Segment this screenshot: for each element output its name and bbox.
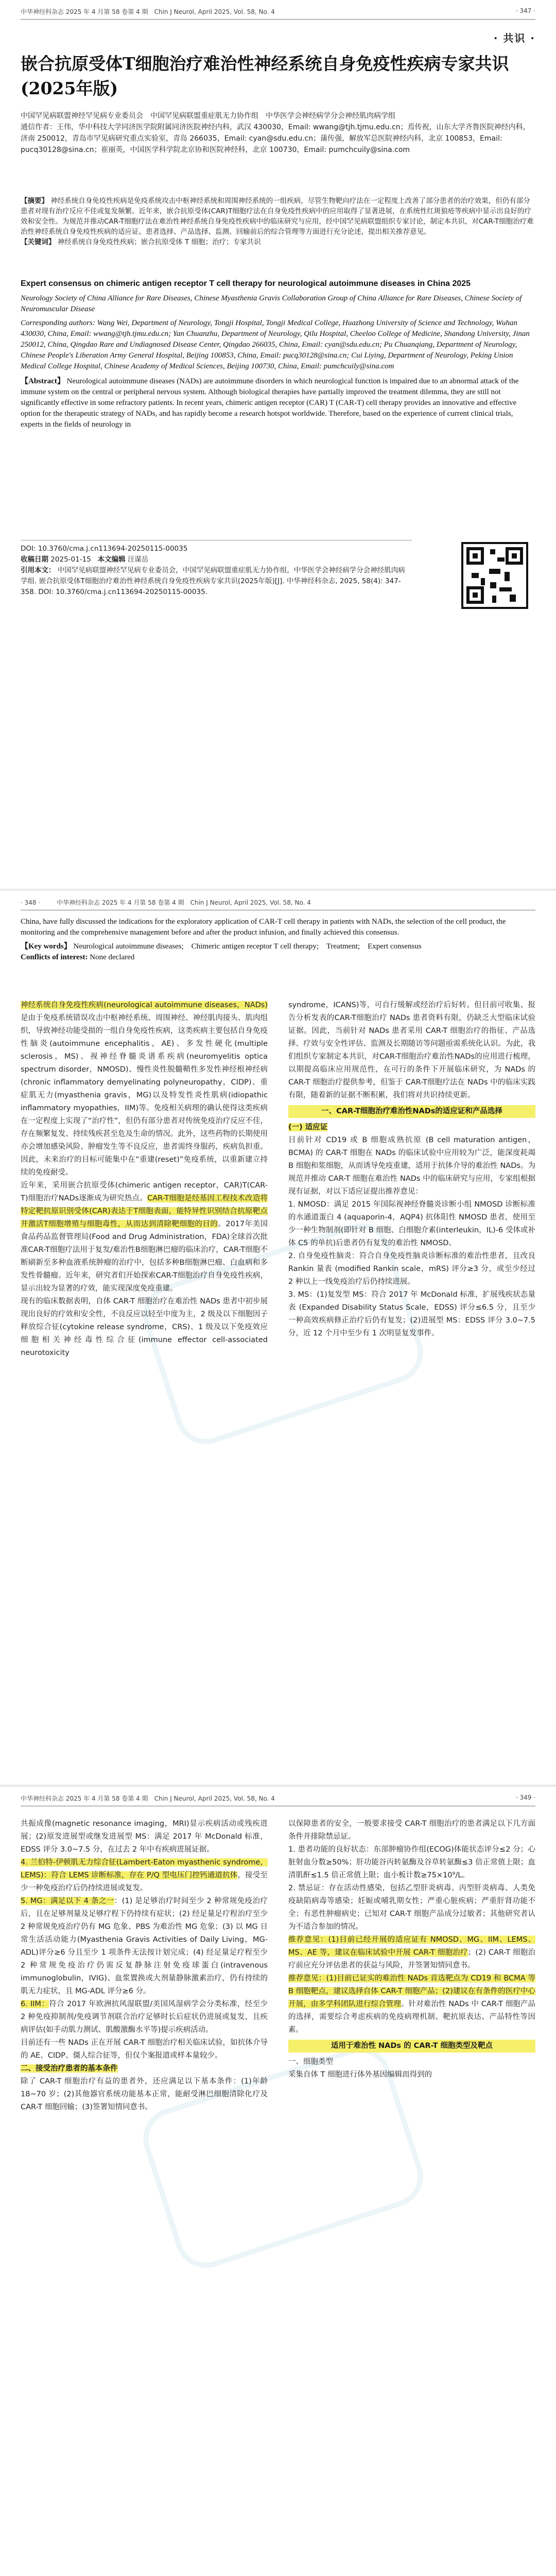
- highlight: 4. 兰伯特-伊顿肌无力综合征(Lambert-Eaton myasthenic syndrome，LEMS)：符合 LEMS 诊断标准，存在 P/Q 型电压门控钙通道抗体: [21, 1858, 268, 1879]
- english-abstract: [21, 278, 535, 430]
- paragraph: 共振成像(magnetic resonance imaging，MRI)显示疾病活动或残疾进展；(2)原发进展型或继发进展型 MS：满足 2017 年 McDonald 标准，EDSS 评分 3.0~7.5 分，在过去 2 年中有疾病进展证据。: [21, 1820, 268, 1854]
- paragraph: 现有的临床数据表明，自体 CAR-T 细胞治疗在难治性 NADs 患者中初步展现出良好的疗效和安全性，不良反应以轻至中度为主，2 级及以下细胞因子释放综合征(cytokine release syndrome，CRS)、1 级及以下免疫效应细胞相关神经毒性综合征(immune effector cell-associated neurotoxicity: [21, 1297, 268, 1357]
- abstract-cn: [21, 196, 535, 247]
- en-abstract-label: 【Abstract】: [21, 377, 65, 385]
- received-label: 收稿日期: [21, 555, 48, 564]
- en-title: Expert consensus on chimeric antigen receptor T cell therapy for neurological autoimmune diseases in China 2025: [21, 279, 471, 288]
- running-header: [21, 1794, 535, 1806]
- paragraph: 符合 2017 年欧洲抗风湿联盟/美国风湿病学会分类标准，经至少 2 种免疫抑制剂/免疫调节剂联合治疗足够时长后症状仍进展或复发，且疾病评估(如手动肌力测试、肌酸激酶水平等)提示疾病活动。: [21, 2000, 268, 2034]
- paragraph: 1. NMOSD：满足 2015 年国际视神经脊髓炎诊断小组 NMOSD 诊断标准的水通道蛋白 4 (aquaporin-4，AQP4) 抗体阳性 NMOSD 患者，使用至少一种生物制剂(即针对 B 细胞、白细胞介素(interleukin，IL)-6 受体或补体 C5 的单抗)后患者仍有复发的难治性 NMOSD。: [288, 1200, 535, 1247]
- subsection-heading: 二、接受治疗患者的基本条件: [21, 2064, 118, 2073]
- section-tag: · 共识 ·: [493, 32, 535, 44]
- author-list: 中国罕见病联盟神经罕见病专业委员会 中国罕见病联盟重症肌无力协作组 中华医学会神经病学分会神经肌肉病学组: [21, 112, 395, 120]
- qr-module: [490, 582, 496, 588]
- en-abstract-continued: China, have fully discussed the indications for the exploratory application of CAR-T cell therapy in patients with NADs, the selection of the cell product, the monitoring and the comprehensive management before and after the product infusion, and finally achieved this consensus.: [21, 918, 506, 937]
- section-heading: 一、CAR-T细胞治疗难治性NADs的适应证和产品选择: [288, 1105, 535, 1118]
- author-groups: [21, 110, 535, 156]
- highlight: 6. IIM：: [21, 2000, 49, 2008]
- paragraph: 是由于免疫系统错误攻击中枢神经系统、周围神经、神经肌肉接头、肌肉组织，导致神经功能受损的一组自身免疫性疾病，这类疾病主要包括自身免疫性脑炎(autoimmune encephalitis，AE)、多发性硬化(multiple sclerosis，MS)、视神经脊髓炎谱系疾病(neuromyelitis optica spectrum disorder，NMOSD)、慢性炎性脱髓鞘性多发性神经根神经病(chronic inflammatory demyelinating polyneuropathy，CIDP)、重症肌无力(myasthenia gravis，MG)以及特发性炎性肌病(idiopathic inflammatory myopathies，IIM)等。免疫相关病理的确认使得这类疾病在一定程度上实现了“治疗性”，但仍有部分患者对传统免疫治疗反应不佳，存在频繁复发、持续残疾甚至危及生命的情况。此外，这些药物的长期使用亦会增加感染风险、肿瘤发生等不良反应，患者需终身服药，疾病负担重。因此，未来治疗的目标可能集中在“重建(reset)”免疫系统: [21, 1014, 268, 1164]
- coi-label: Conflicts of interest:: [21, 953, 88, 961]
- subsection-heading: 一、细胞类型: [288, 2058, 333, 2066]
- highlight: 神经系统自身免疫性疾病(neurological autoimmune diseases，NADs): [21, 1001, 268, 1009]
- right-column: [288, 999, 535, 1340]
- paragraph: ；(2) CAR-T 细胞治疗前应充分评估患者的获益与风险，并签署知情同意书。: [288, 1948, 535, 1970]
- article-title: 嵌合抗原受体T细胞治疗难治性神经系统自身免疫性疾病专家共识(2025年版): [21, 54, 509, 98]
- recommendation-highlight: 推荐意见：(1)目前已证实的难治性 NADs 首选靶点为 CD19 和 BCMA 等 B 细胞靶点，建议选择自体 CAR-T 细胞产品；(2)建议在有条件的医疗中心开展，由多学科团队进行综合管理: [288, 1974, 535, 2008]
- en-keywords-label: 【Key words】: [21, 942, 72, 951]
- right-column: [288, 1818, 535, 2081]
- paragraph: ：(1) 是足够治疗时间至少 2 种常规免疫治疗后，且在足够剂量及足够疗程下仍持续有症状；(2) 经足量足疗程治疗至少 2 种常规免疫治疗仍有 MG 危象、PBS 为难治性 MG 危象；(3) 以 MG 日常生活活动能力(Myasthenia Gravis Activities of Daily Living，MG-ADL)评分≥6 分且至少 1 项条件无法按计划完成；(4) 经足量足疗程至少 2 种常规免疫治疗仍需反复静脉注射免疫球蛋白(intravenous immunoglobulin，IVIG)、血浆置换或大剂量静脉激素治疗，仍有持续的肌无力症状，且 MG-ADL 评分≥6 分。: [21, 1897, 268, 1995]
- abstract-label: 【摘要】: [21, 197, 48, 205]
- qr-module: [490, 549, 495, 554]
- paragraph: 目前针对 CD19 或 B 细胞成熟抗原 (B cell maturation antigen，BCMA) 的 CAR-T 细胞在 NADs 的临床试验中应用较为广泛，能深度耗竭 B 细胞和浆细胞，从而诱导免疫重建，适用于抗体介导的难治性 NADs。为规范并推动 CAR-T 细胞在难治性 NADs 中的临床研究与应用，专家组根据现有证据，对以下适应证提出推荐意见：: [288, 1136, 535, 1196]
- keywords-text: 神经系统自身免疫性疾病；嵌合抗原受体 T 细胞；治疗；专家共识: [57, 238, 261, 246]
- paragraph: 近年来，采用嵌合抗原受体(chimeric antigen receptor，CAR)T(CAR-T)细胞治疗NADs逐渐成为研究热点。: [21, 1181, 268, 1202]
- left-column: [21, 999, 268, 1360]
- editor-name: 汪谋岳: [127, 555, 149, 564]
- qr-code-icon: [461, 542, 528, 609]
- cite-text: 中国罕见病联盟神经罕见病专业委员会，中国罕见病联盟重症肌无力协作组，中华医学会神经病学分会神经肌肉病学组. 嵌合抗原受体T细胞治疗难治性神经系统自身免疫性疾病专家共识(2025年版)[J]. 中华神经科杂志, 2025, 58(4): 347-358. DOI: 10.3760/cma.j.cn113694-20250115-00035.: [21, 566, 405, 596]
- qr-module: [489, 569, 500, 574]
- paragraph: 1. 患者功能的良好状态：东部肿瘤协作组(ECOG)体能状态评分≤2 分；心脏射血分数≥50%；肝功能谷丙转氨酶及谷草转氨酶≤3 倍正常值上限；血清肌酐≤1.5 倍正常值上限；血小板计数≥75×10⁹/L。: [288, 1845, 535, 1879]
- paragraph: 以保障患者的安全，一般要求接受 CAR-T 细胞治疗的患者满足以下几方面条件并排除禁忌证。: [288, 1820, 535, 1841]
- running-header: [21, 898, 535, 910]
- en-keywords: Neurological autoimmune diseases; Chimeric antigen receptor T cell therapy; Treatment; Expert consensus: [73, 942, 422, 951]
- highlight: 5. MG：满足以下 4 条之一: [21, 1897, 114, 1905]
- paragraph: syndrome，ICANS)等，可自行缓解或经治疗后好转。但目前可收集、报告分析发表的CAR-T细胞治疗 NADs 患者资料有限，仍缺乏大型临床试验证据。因此，当前针对 NADs 患者采用 CAR-T 细胞治疗的指征、产品选择、疗效与安全性评估、监测及长期随访等问题亟需系统化认识。为此，我们组织专家制定本共识，对CAR-T细胞治疗难治性NADs的应用进行梳理，以期提高临床应用规范性，在可行的条件下开展临床研究，为 NADs 的 CAR-T 细胞治疗提供参考，但鉴于 CAR-T细胞疗法在 NADs 中的临床实践有限，随着新的证据不断积累，我们将对共识持续更新。: [288, 1001, 535, 1099]
- keywords-label: 【关键词】: [21, 238, 56, 246]
- qr-module: [510, 595, 516, 602]
- paragraph: 。针对难治性 NADs 中 CAR-T 细胞产品的选择，需要综合考虑疾病的免疫病理机制、靶抗原表达、产品特性等因素。: [288, 2000, 535, 2034]
- paragraph: ，接受至少一种免疫治疗后仍持续进展或复发。: [21, 1871, 268, 1892]
- subsection-heading: (一) 适应证: [288, 1123, 328, 1131]
- paragraph: 2. 禁忌证：存在活动性感染，包括乙型肝炎病毒、丙型肝炎病毒、人类免疫缺陷病毒等感染；妊娠或哺乳期女性；严重心脏疾病；严重肝肾功能不全；有恶性肿瘤病史；已知对 CAR-T 细胞产品成分过敏者；其他研究者认为不适合参加的情况。: [288, 1884, 535, 1931]
- page-number: · 347 ·: [515, 7, 535, 14]
- page-2: [0, 891, 556, 1785]
- abstract-text: 神经系统自身免疫性疾病是免疫系统攻击中枢神经系统和周围神经系统的一组疾病，尽管生物靶向疗法在一定程度上改善了部分患者的治疗效果，但仍有部分患者对现有治疗反应不佳或复发频繁。近年来，嵌合抗原受体(CAR)T细胞疗法在自身免疫性疾病中的应用取得了显著进展，在系统性红斑狼疮等疾病中显示出良好的疗效和安全性。为规范并推动CAR-T细胞疗法在难治性神经系统自身免疫性疾病中的临床研究与应用，经中国罕见病联盟组织专家讨论，制定本共识，对CAR-T细胞治疗难治性神经系统自身免疫性疾病的适应证、患者选择、产品选择、监测、回输前后的综合管理等方面进行充分论述，提出相关推荐意见。: [21, 197, 534, 236]
- cite-label: 引用本文：: [21, 566, 56, 574]
- running-header: [21, 7, 535, 20]
- qr-module: [497, 557, 505, 562]
- qr-module: [492, 596, 496, 603]
- doi[interactable]: DOI: 10.3760/cma.j.cn113694-20250115-00035: [21, 545, 188, 553]
- paragraph: 。2017年美国食品药品监督管理局(Food and Drug Administration，FDA)全球首次批准CAR-T细胞疗法用于复发/难治性B细胞淋巴瘤的临床治疗，CAR-T细胞不断刷新至多种血液系统肿瘤的治疗中，包括多种B细胞淋巴瘤、白血病和多发性骨髓瘤。近年来，研究者们开始探索CAR-T细胞治疗自身免疫性疾病，显示出较为显著的疗效，能实现深度免疫重建。: [21, 1220, 268, 1293]
- section-heading: 适用于难治性 NADs 的 CAR-T 细胞类型及靶点: [288, 2040, 535, 2053]
- qr-module: [472, 573, 479, 578]
- qr-module: [481, 578, 485, 585]
- paragraph: 除了 CAR-T 细胞治疗有益的患者外，还应满足以下基本条件：(1)年龄 18~70 岁；(2)其他器官系统功能基本正常，能耐受淋巴细胞清除化疗及 CAR-T 细胞回输；(3)签署知情同意书。: [21, 2077, 268, 2111]
- page-number: · 348 ·: [21, 899, 41, 906]
- journal-header: 中华神经科杂志 2025 年 4 月第 58 卷第 4 期 Chin J Neurol, April 2025, Vol. 58, No. 4: [21, 1795, 275, 1802]
- received-date: 2025-01-15: [50, 555, 91, 564]
- qr-module: [505, 572, 510, 581]
- english-continued: [21, 917, 535, 963]
- journal-header: 中华神经科杂志 2025 年 4 月第 58 卷第 4 期 Chin J Neurol, April 2025, Vol. 58, No. 4: [21, 8, 275, 15]
- recommendation-highlight: 推荐意见：(1)目前已经开展的适应证有 NMOSD、MG、IIM、LEMS、MS、AE 等，建议在临床试验中开展 CAR-T 细胞治疗: [288, 1936, 535, 1957]
- paragraph: 3. MS：(1)复发型 MS：符合 2017 年 McDonald 标准，扩展残疾状态量表 (Expanded Disability Status Scale，EDSS) 评分≤6.5 分，且至少一种高效疾病修正治疗后仍有复发；(2)进展型 MS：EDSS 评分 3.0~7.5 分，近 12 个月中至少有 1 次明显复发事件。: [288, 1291, 535, 1337]
- paragraph: ，以重新建立持续的免疫耐受。: [21, 1156, 268, 1177]
- paragraph: 2. 自身免疫性脑炎：符合自身免疫性脑炎诊断标准的难治性患者，且改良 Rankin 量表 (modified Rankin scale，mRS) 评分≥3 分，或至少经过 2 种以上一线免疫治疗后仍持续进展。: [288, 1252, 535, 1286]
- article-meta: [21, 537, 412, 598]
- coi-text: None declared: [90, 953, 135, 961]
- page-3: [0, 1787, 556, 2576]
- en-authors: Neurology Society of China Alliance for Rare Diseases, Chinese Myasthenia Gravis Collaboration Group of China Alliance for Rare Diseases, Chinese Society of Neuromuscular Disease: [21, 294, 522, 313]
- qr-finder: [506, 547, 523, 565]
- page-1: [0, 0, 556, 889]
- en-correspondence: Corresponding authors: Wang Wei, Department of Neurology, Tongji Hospital, Tongji Medical College, Huazhong University of Science and Technology, Wuhan 430030, China, Email: wwang@tjh.tjmu.edu.cn; Yan Chuanzhu, Department of Neurology, Qilu Hospital, Cheeloo College of Medicine, Shandong University, Jinan 250012, China, Qingdao Rare and Undiagnosed Disease Center, Qingdao 266035, China, Email: cyan@sdu.edu.cn; Pu Chuanqiang, Department of Neurology, Chinese People's Liberation Army General Hospital, Beijing 100853, China, Email: pucq30128@sina.cn; Cui Liying, Department of Neurology, Peking Union Medical College Hospital, Chinese Academy of Medical Sciences, Beijing 100730, China, Email: pumchcuily@sina.com: [21, 319, 530, 370]
- en-abstract-text: Neurological autoimmune diseases (NADs) are autoimmune disorders in which neurological function is impaired due to an abnormal attack of the immune system on the central or peripheral nervous system. Although biological therapies have partially improved the treatment dilemma, they are still not significantly effective in some refractory patients. In recent years, chimeric antigen receptor (CAR) T (CAR-T) cell therapy provides an innovative and effective option for the therapeutic strategy of NADs, and has rapidly become a research hotspot worldwide. Therefore, based on the experience of current clinical trials, experts in the fields of neurology in: [21, 377, 519, 429]
- page-number: · 349 ·: [515, 1794, 535, 1801]
- paragraph: 采集自体 T 细胞进行体外基因编辑而得到的: [288, 2071, 432, 2079]
- paragraph: 目前还有一些 NADs 正在开展 CAR-T 细胞治疗相关临床试验，如抗体介导的 AE、CIDP、僵人综合征等，但仅个案报道或样本量较少。: [21, 2039, 268, 2060]
- correspondence: 通信作者：王伟，华中科技大学同济医学院附属同济医院神经内科，武汉 430030，Email: wwang@tjh.tjmu.edu.cn；焉传祝，山东大学齐鲁医院神经内科，济南 250012，青岛市罕见病研究重点实验室，青岛 266035，Email: cyan@sdu.edu.cn；蒲传强，解放军总医院神经内科，北京 100853，Email: pucq30128@sina.cn；崔丽英，中国医学科学院北京协和医院神经科，北京 100730，Email: pumchcuily@sina.com: [21, 123, 530, 154]
- qr-finder: [466, 547, 484, 565]
- journal-header: 中华神经科杂志 2025 年 4 月第 58 卷第 4 期 Chin J Neurol, April 2025, Vol. 58, No. 4: [57, 899, 311, 906]
- editor-label: 本文编辑: [97, 555, 126, 564]
- qr-finder: [466, 586, 484, 604]
- left-column: [21, 1818, 268, 2114]
- qr-module: [499, 587, 512, 591]
- highlight: CAR-T细胞是经基因工程技术改造将特定靶抗原识别受体(CAR)表达于T细胞表面，能特异性识别结合抗原靶点并激活T细胞增殖与细胞毒性，从而达到清除靶细胞的目的: [21, 1194, 268, 1228]
